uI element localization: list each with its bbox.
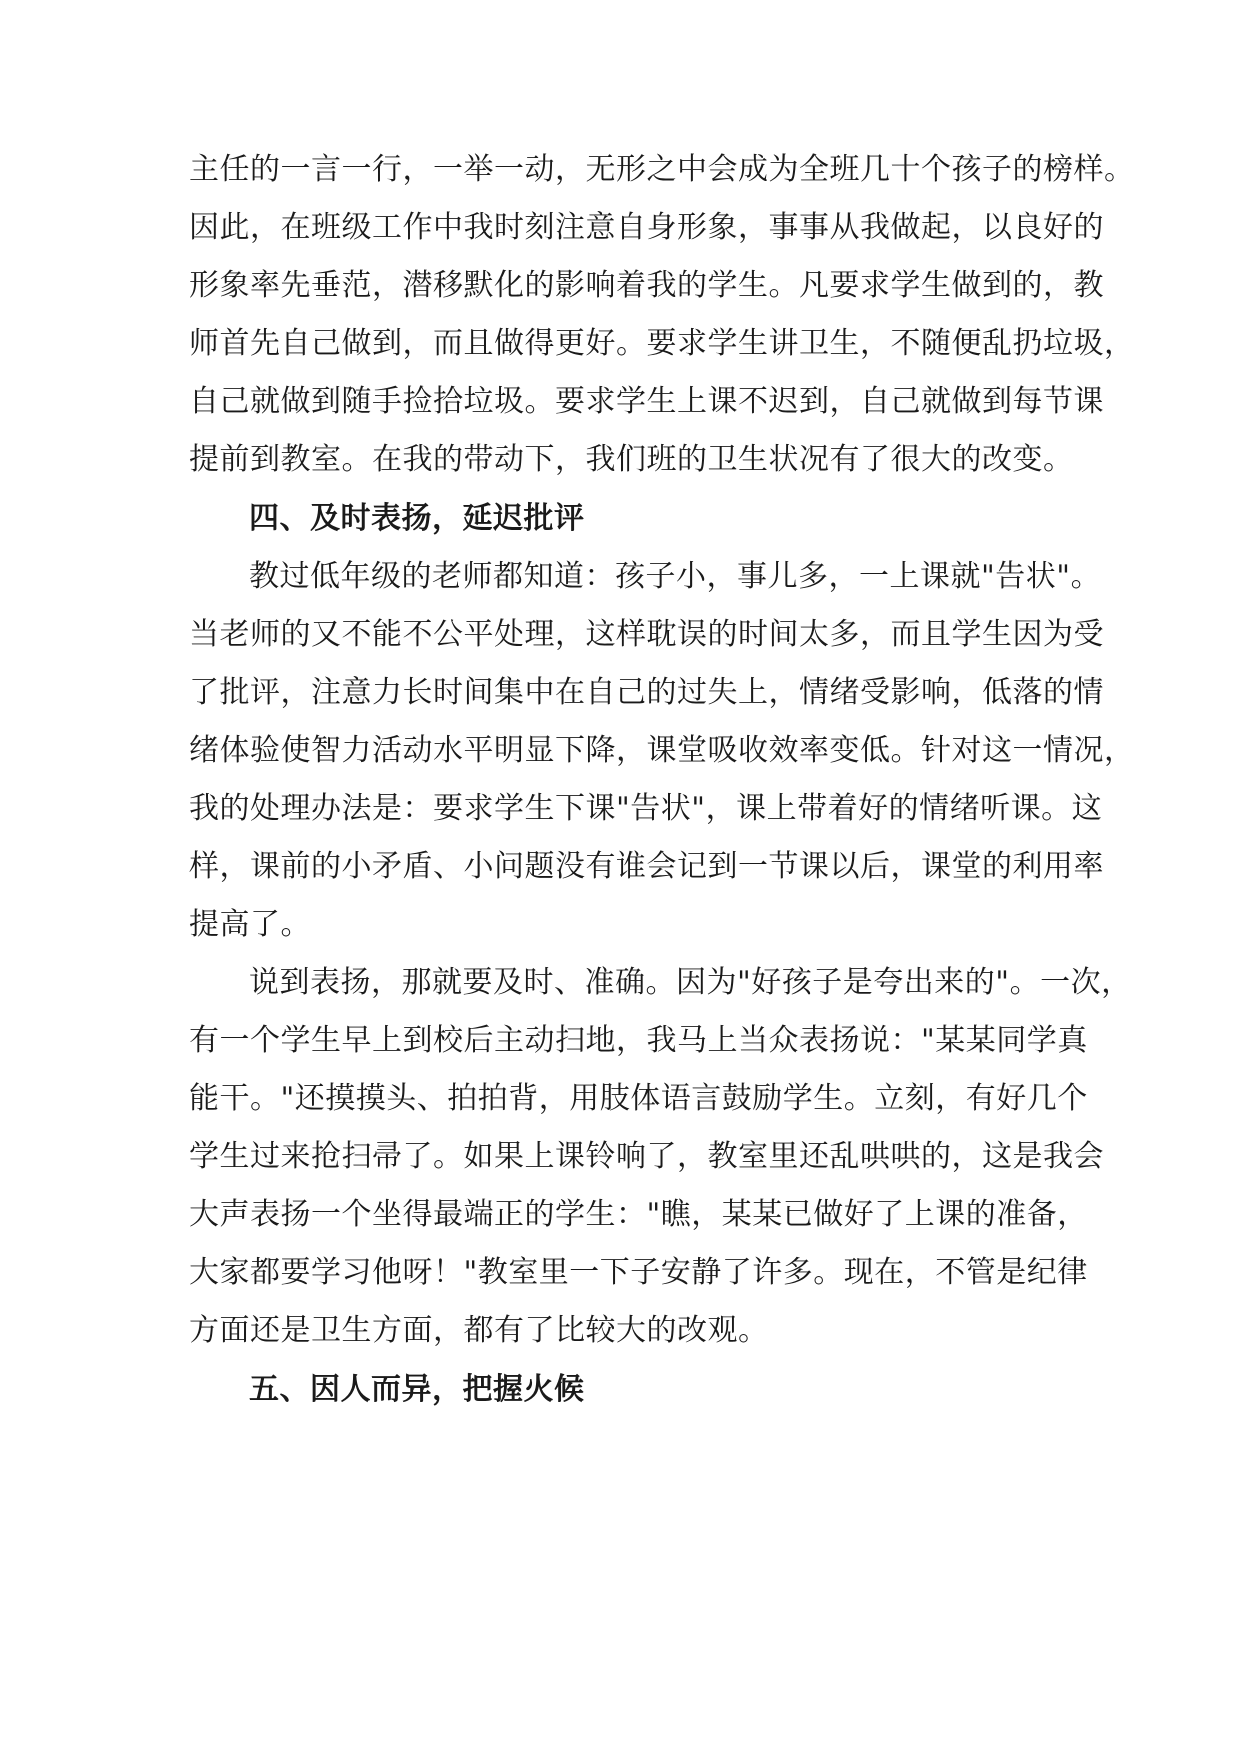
paragraph-line: 学生过来抢扫帚了。如果上课铃响了，教室里还乱哄哄的，这是我会 (189, 1139, 1104, 1174)
paragraph-line: 说到表扬，那就要及时、准确。因为"好孩子是夸出来的"。一次， (249, 965, 1132, 1000)
paragraph-line: 当老师的又不能不公平处理，这样耽误的时间太多，而且学生因为受 (189, 617, 1104, 652)
paragraph-line: 自己就做到随手捡拾垃圾。要求学生上课不迟到，自己就做到每节课 (189, 384, 1104, 419)
paragraph-line: 我的处理办法是：要求学生下课"告状"，课上带着好的情绪听课。这 (189, 791, 1103, 826)
section-heading: 四、及时表扬，延迟批评 (249, 501, 585, 536)
paragraph-line: 大声表扬一个坐得最端正的学生："瞧，某某已做好了上课的准备， (189, 1197, 1088, 1232)
section-heading: 五、因人而异，把握火候 (249, 1372, 585, 1407)
paragraph-line: 教过低年级的老师都知道：孩子小，事儿多，一上课就"告状"。 (249, 559, 1102, 594)
paragraph-line: 方面还是卫生方面，都有了比较大的改观。 (189, 1313, 769, 1348)
paragraph-line: 样，课前的小矛盾、小问题没有谁会记到一节课以后，课堂的利用率 (189, 849, 1104, 884)
paragraph-line: 大家都要学习他呀！"教室里一下子安静了许多。现在，不管是纪律 (189, 1255, 1088, 1290)
paragraph-line: 提高了。 (189, 907, 311, 942)
paragraph-line: 主任的一言一行，一举一动，无形之中会成为全班几十个孩子的榜样。 (189, 152, 1135, 187)
paragraph-line: 师首先自己做到，而且做得更好。要求学生讲卫生，不随便乱扔垃圾， (189, 326, 1135, 361)
paragraph-line: 有一个学生早上到校后主动扫地，我马上当众表扬说："某某同学真 (189, 1023, 1088, 1058)
paragraph-line: 绪体验使智力活动水平明显下降，课堂吸收效率变低。针对这一情况， (189, 733, 1135, 768)
paragraph-line: 能干。"还摸摸头、拍拍背，用肢体语言鼓励学生。立刻，有好几个 (189, 1081, 1088, 1116)
paragraph-line: 形象率先垂范，潜移默化的影响着我的学生。凡要求学生做到的，教 (189, 268, 1104, 303)
paragraph-line: 了批评，注意力长时间集中在自己的过失上，情绪受影响，低落的情 (189, 675, 1104, 710)
paragraph-line: 因此，在班级工作中我时刻注意自身形象，事事从我做起，以良好的 (189, 210, 1104, 245)
paragraph-line: 提前到教室。在我的带动下，我们班的卫生状况有了很大的改变。 (189, 442, 1074, 477)
